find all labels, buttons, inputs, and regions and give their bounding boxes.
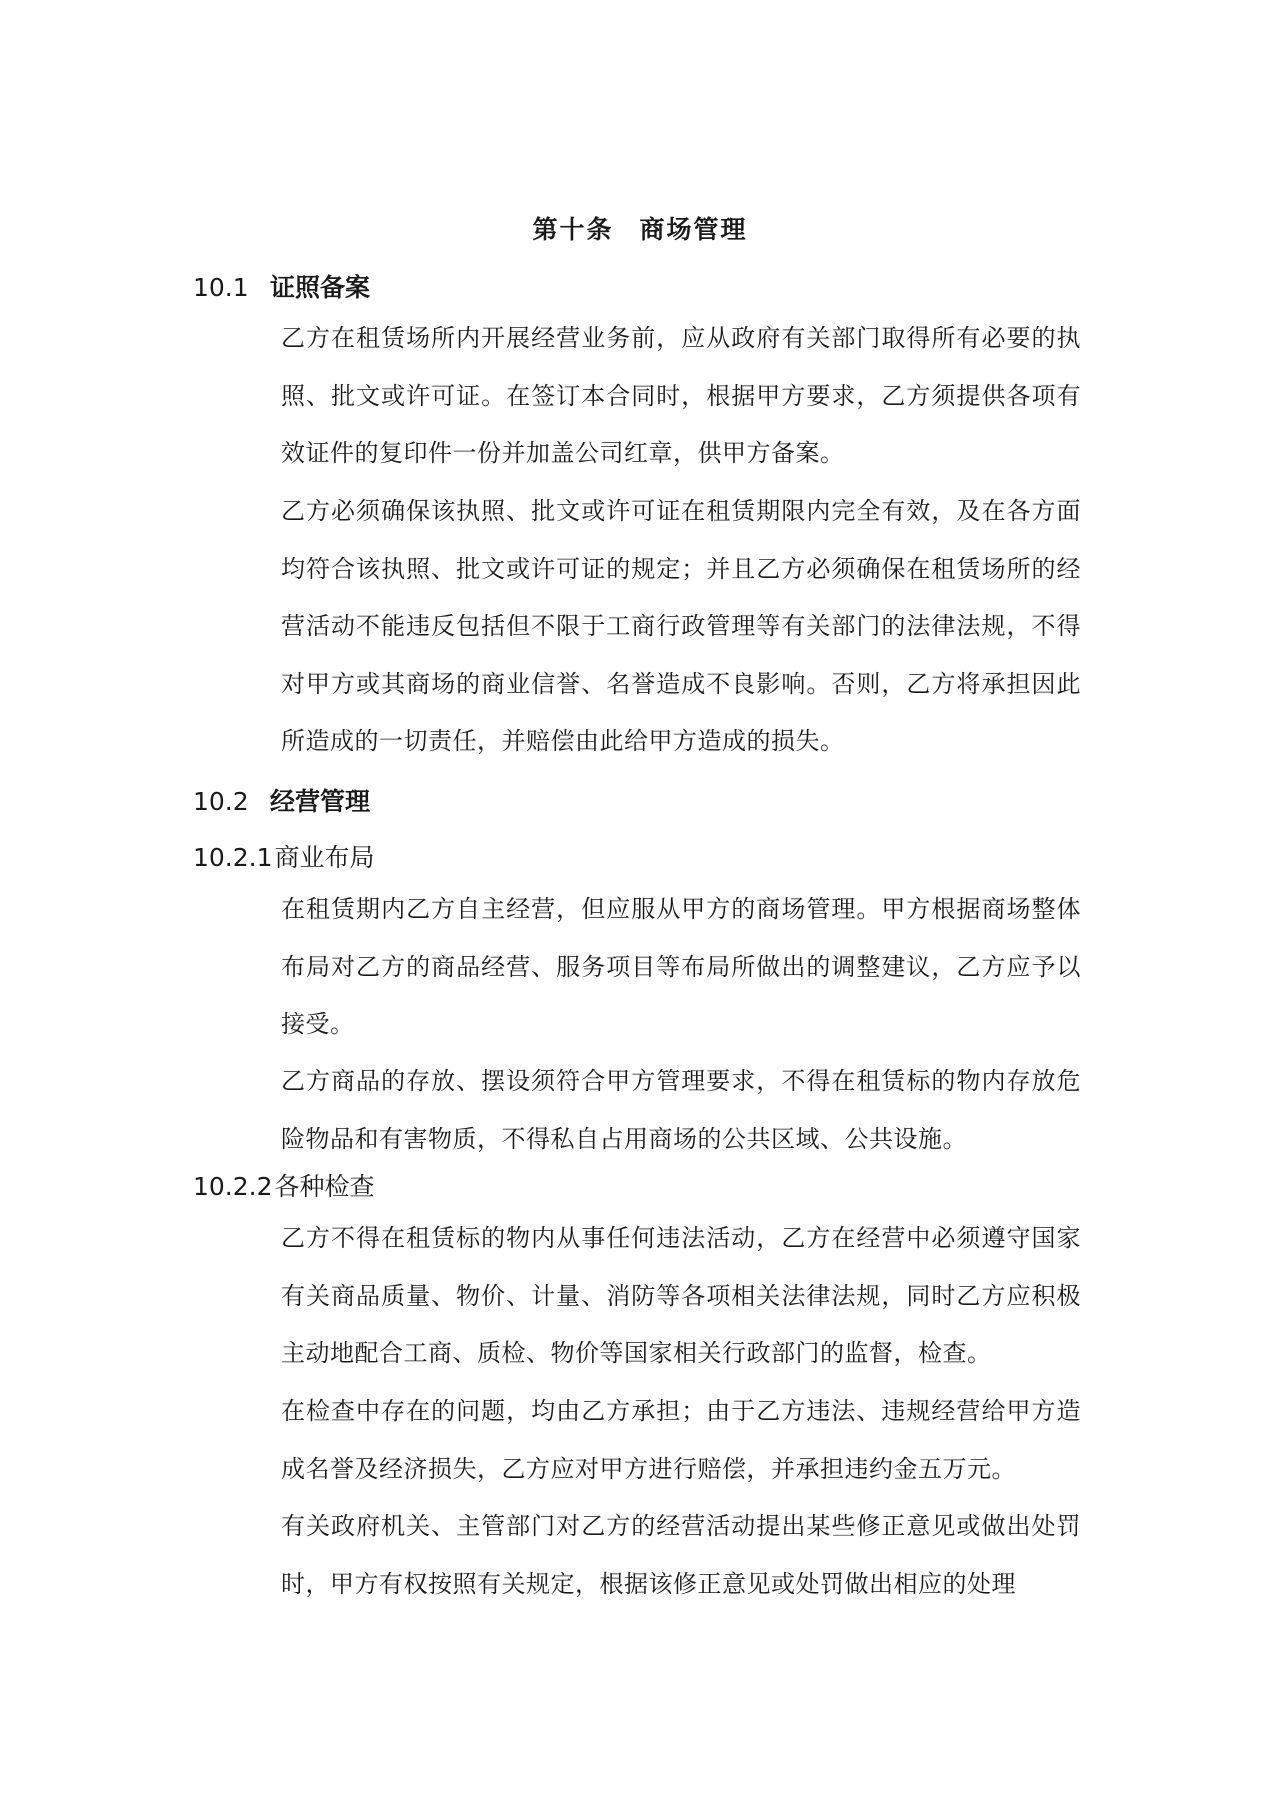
- paragraph: 乙方不得在租赁标的物内从事任何违法活动，乙方在经营中必须遵守国家有关商品质量、物价、计量、消防等各项相关法律法规，同时乙方应积极主动地配合工商、质检、物价等国家相关行政部门的监督，检查。: [281, 1224, 1081, 1367]
- section-heading-10-1: [193, 268, 370, 304]
- paragraph: 在租赁期内乙方自主经营，但应服从甲方的商场管理。甲方根据商场整体布局对乙方的商品经营、服务项目等布局所做出的调整建议，乙方应予以接受。: [281, 895, 1081, 1038]
- paragraph: 有关政府机关、主管部门对乙方的经营活动提出某些修正意见或做出处罚时，甲方有权按照有关规定，根据该修正意见或处罚做出相应的处理: [281, 1512, 1081, 1598]
- article-title: [0, 210, 1280, 246]
- paragraph: 在检查中存在的问题，均由乙方承担；由于乙方违法、违规经营给甲方造成名誉及经济损失，乙方应对甲方进行赔偿，并承担违约金五万元。: [281, 1397, 1081, 1483]
- section-heading-10-2: [193, 782, 370, 818]
- paragraph: 乙方必须确保该执照、批文或许可证在租赁期限内完全有效，及在各方面均符合该执照、批文或许可证的规定；并且乙方必须确保在租赁场所的经营活动不能违反包括但不限于工商行政管理等有关部门的法律法规，不得对甲方或其商场的商业信誉、名誉造成不良影响。否则，乙方将承担因此所造成的一切责任，并赔偿由此给甲方造成的损失。: [281, 497, 1081, 755]
- section-number: 10.2.1: [193, 843, 273, 872]
- section-title: 经营管理: [270, 787, 371, 816]
- section-heading-10-2-1: [193, 838, 375, 874]
- paragraph: 乙方商品的存放、摆设须符合甲方管理要求，不得在租赁标的物内存放危险物品和有害物质，不得私自占用商场的公共区域、公共设施。: [281, 1067, 1081, 1153]
- section-title: 证照备案: [270, 273, 371, 302]
- paragraph: 乙方在租赁场所内开展经营业务前，应从政府有关部门取得所有必要的执照、批文或许可证。在签订本合同时，根据甲方要求，乙方须提供各项有效证件的复印件一份并加盖公司红章，供甲方备案。: [281, 324, 1081, 467]
- section-title: 商业布局: [274, 843, 375, 872]
- section-title: 各种检查: [274, 1172, 375, 1201]
- section-number: 10.2: [193, 787, 249, 816]
- article-title-text: 商场管理: [639, 215, 748, 244]
- article-number: 第十条: [532, 215, 614, 244]
- section-number: 10.2.2: [193, 1172, 273, 1201]
- section-number: 10.1: [193, 273, 249, 302]
- section-heading-10-2-2: [193, 1167, 375, 1203]
